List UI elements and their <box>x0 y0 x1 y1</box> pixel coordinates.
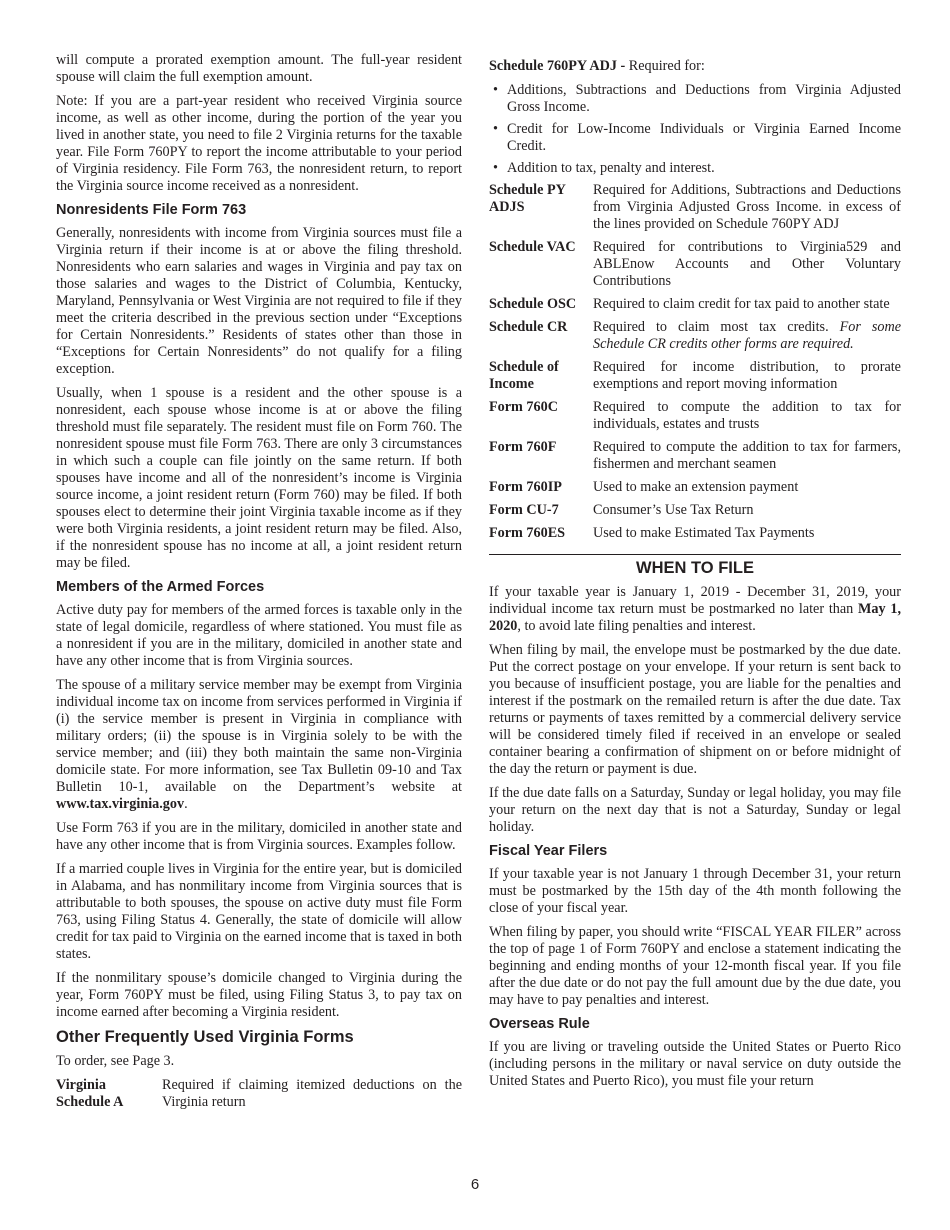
forms-table-left <box>56 1077 462 1117</box>
form-name: Form 760C <box>489 399 558 415</box>
table-row <box>489 359 901 399</box>
table-row <box>56 1077 462 1117</box>
table-row <box>489 502 901 525</box>
form-name: Form 760ES <box>489 525 566 541</box>
schedule-adj-title: Schedule 760PY ADJ - <box>489 58 626 74</box>
form-description: Required to claim credit for tax paid to another state <box>593 296 890 312</box>
form-description: Required to claim most tax credits. For some Schedule CR credits other forms are required. <box>593 319 901 352</box>
paragraph: Note: If you are a part-year resident who received Virginia source income, as well as other income, during the portion of the year you lived in another state, you need to file 2 Virginia returns for the taxable year. File Form 760PY to report the income attributable to your period of Virginia residency. File Form 763, the nonresident return, to report the Virginia source income received as a nonresident. <box>56 93 462 194</box>
form-name: Form CU-7 <box>489 502 559 518</box>
table-row <box>489 182 901 239</box>
table-row <box>489 399 901 439</box>
paragraph-text: . <box>184 796 188 812</box>
form-description: Required to compute the addition to tax for farmers, fishermen and merchant seamen <box>593 439 901 472</box>
form-description: Required for income distribution, to prorate exemptions and report moving information <box>593 359 901 392</box>
form-name: Schedule PY ADJS <box>489 182 566 215</box>
paragraph: If a married couple lives in Virginia for the entire year, but is domiciled in Alabama, and has nonmilitary income from Virginia sources that is attributable to both spouses, the spouse on active duty must file Form 763, using Filing Status 4. Generally, the state of domicile will allow credit for tax paid to Virginia on the earned income that is taxed in both states. <box>56 861 463 962</box>
paragraph: To order, see Page 3. <box>56 1053 175 1069</box>
bullet-list <box>489 82 901 177</box>
section-heading-nonresidents: Nonresidents File Form 763 <box>56 202 247 218</box>
right-column <box>489 52 901 1097</box>
paragraph: Use Form 763 if you are in the military, domiciled in another state and have any other income that is from Virginia sources. Examples follow. <box>56 820 462 853</box>
form-name: Form 760IP <box>489 479 562 495</box>
forms-table-right <box>489 182 901 548</box>
form-description: Required for Additions, Subtractions and Deductions from Virginia Adjusted Gross Income. in excess of the lines provided on Schedule 760PY ADJ <box>593 182 901 232</box>
paragraph-text: The spouse of a military service member may be exempt from Virginia individual income tax on income from services performed in Virginia if (i) the service member is present in Virginia in compliance with military orders; (ii) the spouse is in Virginia solely to be with the service member; and (iii) they both maintain the same non-Virginia domicile state. For more information, see Tax Bulletin 09-10 and Tax Bulletin 10-1, available on the Department’s website at <box>56 677 463 795</box>
paragraph: If your taxable year is January 1, 2019 - December 31, 2019, your individual income tax return must be postmarked no later than May 1, 2020, to avoid late filing penalties and interest. <box>489 584 901 634</box>
section-divider <box>489 554 901 555</box>
website-link[interactable]: www.tax.virginia.gov <box>56 796 185 812</box>
due-date: May 1, 2020 <box>489 601 901 634</box>
table-row <box>489 319 901 359</box>
list-item: • Addition to tax, penalty and interest. <box>507 160 901 177</box>
form-description: Used to make an extension payment <box>593 479 799 495</box>
paragraph: When filing by mail, the envelope must be postmarked by the due date. Put the correct postage on your envelope. If your return is sent back to you because of insufficient postage, you are liable for the penalties and interest if the postmark on the remailed return is after the due date. Tax returns or payments of taxes remitted by a commercial delivery service will be considered timely filed if received in an envelope or sealed container bearing a confirmation of shipment on or before midnight of the day the return or payment is due. <box>489 642 901 777</box>
paragraph: Active duty pay for members of the armed forces is taxable only in the state of legal domicile, regardless of where stationed. You must file as a nonresident if you are in the military, domiciled in another state and have any other income that is from Virginia sources. <box>56 602 462 669</box>
form-description: Required for contributions to Virginia529 and ABLEnow Accounts and Other Voluntary Contributions <box>593 239 901 289</box>
table-row <box>489 296 901 319</box>
form-description: Used to make Estimated Tax Payments <box>593 525 815 541</box>
paragraph: Usually, when 1 spouse is a resident and the other spouse is a nonresident, each spouse whose income is at or above the filing threshold must file separately. The resident must file on Form 760. The nonresident spouse must file Form 763. There are only 3 circumstances in which such a couple can file jointly on the same return. If both spouses have income and all of the nonresident’s income is Virginia source income, a joint resident return (Form 760) may be filed. If both spouses elect to determine their joint Virginia taxable income as if they were both Virginia residents, a joint resident return may be filed. Also, if the nonresident spouse has no income at all, a joint resident return may be filed. <box>56 385 462 571</box>
form-name: Schedule VAC <box>489 239 576 255</box>
left-column <box>56 52 462 1117</box>
form-description: Required if claiming itemized deductions on the Virginia return <box>162 1077 462 1110</box>
section-heading-other-forms: Other Frequently Used Virginia Forms <box>56 1028 354 1046</box>
form-name: Schedule OSC <box>489 296 577 312</box>
form-description: Required to compute the addition to tax for individuals, estates and trusts <box>593 399 901 432</box>
table-row <box>489 525 901 548</box>
paragraph: Schedule 760PY ADJ - Required for: <box>489 58 705 74</box>
paragraph: When filing by paper, you should write “FISCAL YEAR FILER” across the top of page 1 of Form 760PY and enclose a statement indicating the beginning and ending months of your 12-month fiscal year. If you file after the due date or do not pay the full amount due by the due date, you may have to pay penalties and interest. <box>489 924 901 1008</box>
section-heading-when-to-file: WHEN TO FILE <box>636 559 754 577</box>
form-name: Schedule CR <box>489 319 568 335</box>
table-row <box>489 439 901 479</box>
paragraph <box>56 677 462 813</box>
section-heading-fiscal-year: Fiscal Year Filers <box>489 843 608 859</box>
form-description: Consumer’s Use Tax Return <box>593 502 754 518</box>
section-heading-armed-forces: Members of the Armed Forces <box>56 579 265 595</box>
list-item: • Additions, Subtractions and Deductions from Virginia Adjusted Gross Income. <box>507 82 901 116</box>
page-number: 6 <box>470 1176 480 1193</box>
table-row <box>489 239 901 296</box>
form-name: Schedule of Income <box>489 359 559 392</box>
table-row <box>489 479 901 502</box>
paragraph: Generally, nonresidents with income from Virginia sources must file a Virginia return if their income is at or above the filing threshold. Nonresidents who earn salaries and wages in Virginia and pay tax on those salaries and wages to the District of Columbia, Kentucky, Maryland, Pennsylvania or West Virginia are not required to file if they meet the criteria described in the previous section under “Exceptions for Certain Nonresidents.” Residents of states other than those in “Exceptions for Certain Nonresidents” do not qualify for a filing exception. <box>56 225 462 377</box>
section-heading-overseas: Overseas Rule <box>489 1016 590 1032</box>
paragraph: If your taxable year is not January 1 through December 31, your return must be postmarked by the 15th day of the 4th month following the close of your fiscal year. <box>489 866 901 916</box>
list-item: • Credit for Low-Income Individuals or Virginia Earned Income Credit. <box>507 121 901 155</box>
paragraph: will compute a prorated exemption amount. The full-year resident spouse will claim the full exemption amount. <box>56 52 462 85</box>
form-name: Form 760F <box>489 439 557 455</box>
paragraph: If the due date falls on a Saturday, Sunday or legal holiday, you may file your return on the next day that is not a Saturday, Sunday or legal holiday. <box>489 785 901 835</box>
paragraph: If the nonmilitary spouse’s domicile changed to Virginia during the year, Form 760PY must be filed, using Filing Status 3, to pay tax on income earned after becoming a Virginia resident. <box>56 970 462 1020</box>
paragraph: If you are living or traveling outside the United States or Puerto Rico (including persons in the military or naval service on duty outside the United States and Puerto Rico), you must file your return <box>489 1039 901 1089</box>
form-name: Virginia Schedule A <box>56 1077 124 1110</box>
